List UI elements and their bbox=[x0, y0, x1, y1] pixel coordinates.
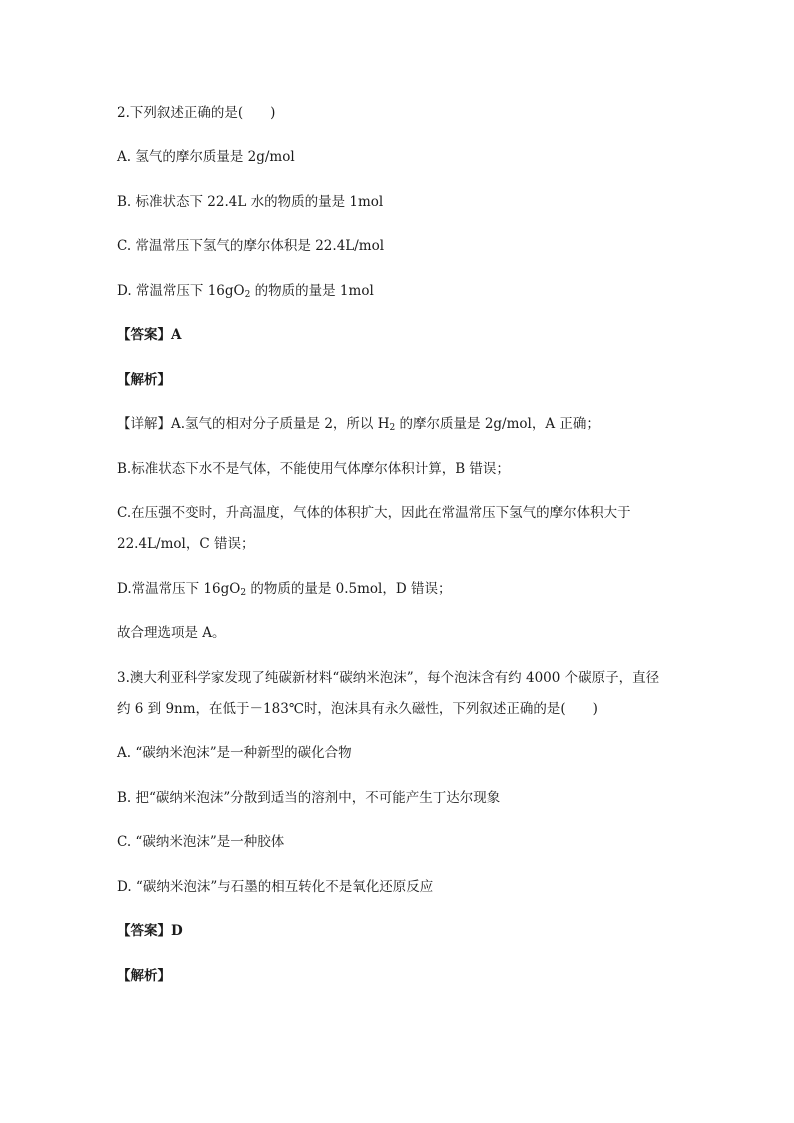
q2-option-d bbox=[117, 281, 374, 301]
q2-stem: 2.下列叙述正确的是( ) bbox=[117, 105, 276, 121]
q3-option-b: B. 把“碳纳米泡沫”分散到适当的溶剂中，不可能产生丁达尔现象 bbox=[117, 790, 501, 806]
subscript: 2 bbox=[244, 290, 251, 300]
q2-option-d-text: D. 常温常压下 16gO bbox=[117, 283, 245, 299]
q2-detail-a-text-end: 的摩尔质量是 2g/mol，A 正确； bbox=[395, 416, 600, 432]
q2-option-d-text-end: 的物质的量是 1mol bbox=[250, 283, 374, 299]
q2-option-c: C. 常温常压下氢气的摩尔体积是 22.4L/mol bbox=[117, 238, 385, 254]
q3-option-d: D. “碳纳米泡沫”与石墨的相互转化不是氧化还原反应 bbox=[117, 879, 434, 895]
q3-stem-line2: 约 6 到 9nm，在低于－183℃时，泡沫具有永久磁性，下列叙述正确的是( ) bbox=[117, 701, 598, 717]
q2-detail-d-text-end: 的物质的量是 0.5mol，D 错误； bbox=[246, 581, 452, 597]
q2-detail-a-text: 【详解】A.氢气的相对分子质量是 2，所以 H bbox=[117, 416, 390, 432]
subscript: 2 bbox=[389, 423, 396, 433]
q2-conclusion: 故合理选项是 A。 bbox=[117, 625, 226, 641]
q2-option-a: A. 氢气的摩尔质量是 2g/mol bbox=[117, 149, 295, 165]
q2-detail-d-text: D.常温常压下 16gO bbox=[117, 581, 241, 597]
q2-detail-c-line2: 22.4L/mol，C 错误； bbox=[117, 536, 255, 552]
q3-stem-line1: 3.澳大利亚科学家发现了纯碳新材料“碳纳米泡沫”，每个泡沫含有约 4000 个碳原子，直径 bbox=[117, 670, 660, 686]
q3-answer: 【答案】D bbox=[117, 923, 183, 939]
q2-analysis-heading: 【解析】 bbox=[117, 372, 171, 388]
q2-option-b: B. 标准状态下 22.4L 水的物质的量是 1mol bbox=[117, 194, 384, 210]
q3-analysis-heading: 【解析】 bbox=[117, 968, 171, 984]
q2-answer: 【答案】A bbox=[117, 327, 182, 343]
q2-detail-d bbox=[117, 579, 451, 599]
q2-detail-c-line1: C.在压强不变时，升高温度，气体的体积扩大，因此在常温常压下氢气的摩尔体积大于 bbox=[117, 505, 631, 521]
q2-detail-b: B.标准状态下水不是气体，不能使用气体摩尔体积计算，B 错误； bbox=[117, 461, 510, 477]
q3-option-a: A. “碳纳米泡沫”是一种新型的碳化合物 bbox=[117, 745, 352, 761]
subscript: 2 bbox=[240, 588, 247, 598]
q2-detail-a bbox=[117, 414, 600, 434]
q3-option-c: C. “碳纳米泡沫”是一种胶体 bbox=[117, 834, 285, 850]
